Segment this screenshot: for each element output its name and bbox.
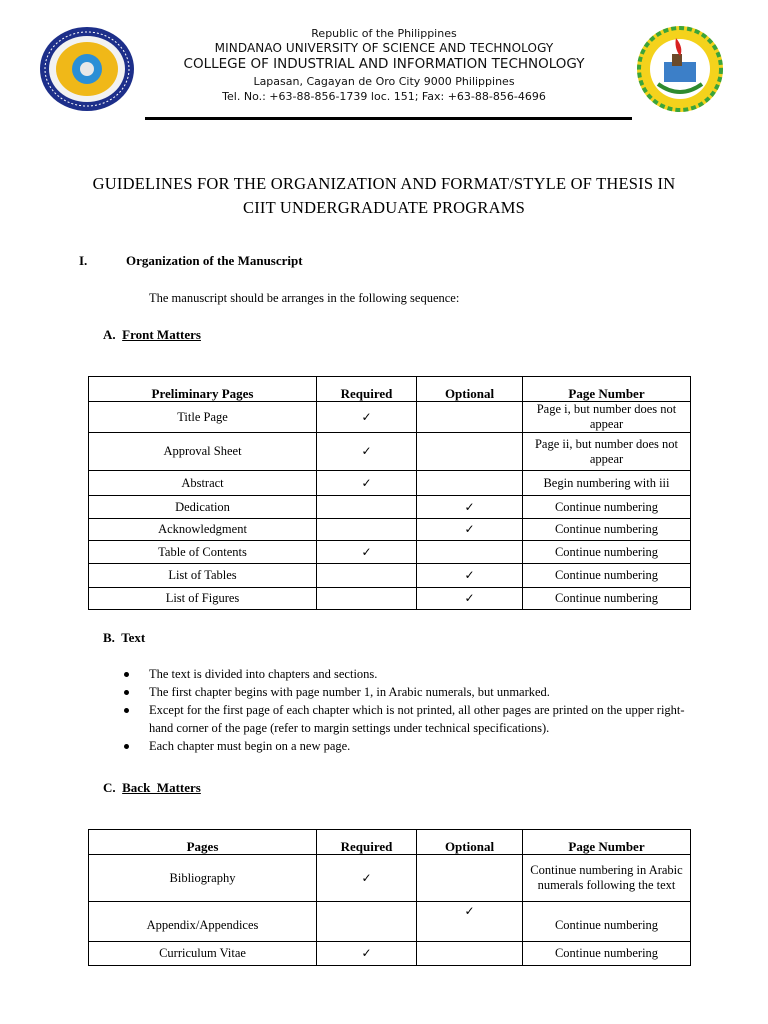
page-name-cell: Acknowledgment: [89, 519, 317, 541]
table-row: [89, 541, 691, 564]
text-title: Text: [121, 630, 146, 645]
header-university: MINDANAO UNIVERSITY OF SCIENCE AND TECHNOLOGY: [214, 41, 554, 55]
optional-check-icon: ✓: [417, 564, 523, 588]
column-header: Optional: [417, 830, 523, 855]
required-check-icon: ✓: [317, 942, 417, 966]
page-name-cell: Dedication: [89, 496, 317, 519]
page-number-cell: Page ii, but number does not appear: [523, 433, 691, 471]
column-header: Preliminary Pages: [89, 377, 317, 402]
required-check-icon: ✓: [317, 855, 417, 902]
page-name-cell: Abstract: [89, 471, 317, 496]
table-header-row: [89, 377, 691, 402]
front-matters-heading: [103, 327, 201, 343]
optional-check-icon: ✓: [417, 588, 523, 610]
table-row: [89, 433, 691, 471]
column-header: Page Number: [523, 830, 691, 855]
title-line-1: GUIDELINES FOR THE ORGANIZATION AND FORMAT/STYLE OF THESIS IN: [92, 174, 676, 193]
letterhead: [0, 0, 768, 130]
required-check-icon: [317, 588, 417, 610]
list-item: [120, 665, 695, 683]
page-number-cell: Continue numbering: [523, 942, 691, 966]
page-number-cell: Continue numbering: [523, 496, 691, 519]
page-name-cell: Approval Sheet: [89, 433, 317, 471]
bullet-text: Each chapter must begin on a new page.: [149, 739, 351, 753]
header-divider: [145, 117, 632, 120]
document-title: [40, 172, 728, 220]
table-row: [89, 902, 691, 942]
front-matters-title: Front Matters: [122, 327, 201, 342]
bullet-icon: [124, 744, 129, 749]
list-item: [120, 683, 695, 701]
required-check-icon: ✓: [317, 402, 417, 433]
title-line-2: CIIT UNDERGRADUATE PROGRAMS: [243, 198, 525, 217]
column-header: Required: [317, 377, 417, 402]
required-check-icon: [317, 902, 417, 942]
table-header-row: [89, 830, 691, 855]
header-contact: Tel. No.: +63-88-856-1739 loc. 151; Fax: +63-88-856-4696: [222, 90, 546, 103]
page-name-cell: Curriculum Vitae: [89, 942, 317, 966]
optional-check-icon: [417, 471, 523, 496]
bullet-icon: [124, 672, 129, 677]
college-seal-logo: [636, 24, 724, 114]
table-row: [89, 855, 691, 902]
column-header: Required: [317, 830, 417, 855]
column-header: Optional: [417, 377, 523, 402]
bullet-icon: [124, 708, 129, 713]
optional-check-icon: ✓: [417, 519, 523, 541]
section-intro: The manuscript should be arranges in the following sequence:: [149, 291, 460, 305]
page-number-cell: Continue numbering: [523, 541, 691, 564]
section-number: I.: [79, 253, 88, 268]
required-check-icon: ✓: [317, 471, 417, 496]
page-name-cell: Appendix/Appendices: [89, 902, 317, 942]
page-name-cell: Table of Contents: [89, 541, 317, 564]
required-check-icon: ✓: [317, 541, 417, 564]
page-number-cell: Continue numbering: [523, 588, 691, 610]
page-number-cell: Continue numbering: [523, 902, 691, 942]
university-seal-logo: [38, 25, 136, 113]
page-name-cell: Title Page: [89, 402, 317, 433]
required-check-icon: [317, 564, 417, 588]
front-matters-table: [88, 376, 691, 610]
section-heading: Organization of the Manuscript: [126, 253, 303, 268]
table-row: [89, 402, 691, 433]
text-label: B.: [103, 630, 115, 645]
optional-check-icon: [417, 433, 523, 471]
bullet-text: The first chapter begins with page number 1, in Arabic numerals, but unmarked.: [149, 685, 550, 699]
table-row: [89, 496, 691, 519]
bullet-icon: [124, 690, 129, 695]
page-name-cell: List of Figures: [89, 588, 317, 610]
bullet-text: Except for the first page of each chapter which is not printed, all other pages are printed on the upper right-hand corner of the page (refer to margin settings under technical specifications).: [149, 703, 685, 735]
optional-check-icon: [417, 541, 523, 564]
table-row: [89, 519, 691, 541]
header-college: COLLEGE OF INDUSTRIAL AND INFORMATION TECHNOLOGY: [183, 56, 585, 72]
back-matters-table: [88, 829, 691, 966]
list-item: [120, 701, 695, 737]
column-header: Pages: [89, 830, 317, 855]
back-matters-heading: [103, 780, 201, 796]
optional-check-icon: [417, 402, 523, 433]
optional-check-icon: ✓: [417, 496, 523, 519]
page-number-cell: Page i, but number does not appear: [523, 402, 691, 433]
table-row: [89, 942, 691, 966]
header-republic: Republic of the Philippines: [311, 27, 457, 40]
table-row: [89, 564, 691, 588]
page-number-cell: Begin numbering with iii: [523, 471, 691, 496]
required-check-icon: [317, 519, 417, 541]
page-number-cell: Continue numbering: [523, 519, 691, 541]
header-address: Lapasan, Cagayan de Oro City 9000 Philippines: [253, 75, 515, 88]
text-heading: [103, 630, 145, 646]
page-number-cell: Continue numbering: [523, 564, 691, 588]
optional-check-icon: [417, 855, 523, 902]
page-name-cell: Bibliography: [89, 855, 317, 902]
front-matters-label: A.: [103, 327, 116, 342]
text-bullet-list: [120, 665, 695, 755]
bullet-text: The text is divided into chapters and sections.: [149, 667, 378, 681]
table-row: [89, 588, 691, 610]
page-name-cell: List of Tables: [89, 564, 317, 588]
optional-check-icon: [417, 942, 523, 966]
table-row: [89, 471, 691, 496]
required-check-icon: ✓: [317, 433, 417, 471]
back-matters-title: Back Matters: [122, 780, 201, 795]
page-number-cell: Continue numbering in Arabic numerals following the text: [523, 855, 691, 902]
column-header: Page Number: [523, 377, 691, 402]
back-matters-label: C.: [103, 780, 116, 795]
list-item: [120, 737, 695, 755]
required-check-icon: [317, 496, 417, 519]
optional-check-icon: ✓: [417, 902, 523, 942]
